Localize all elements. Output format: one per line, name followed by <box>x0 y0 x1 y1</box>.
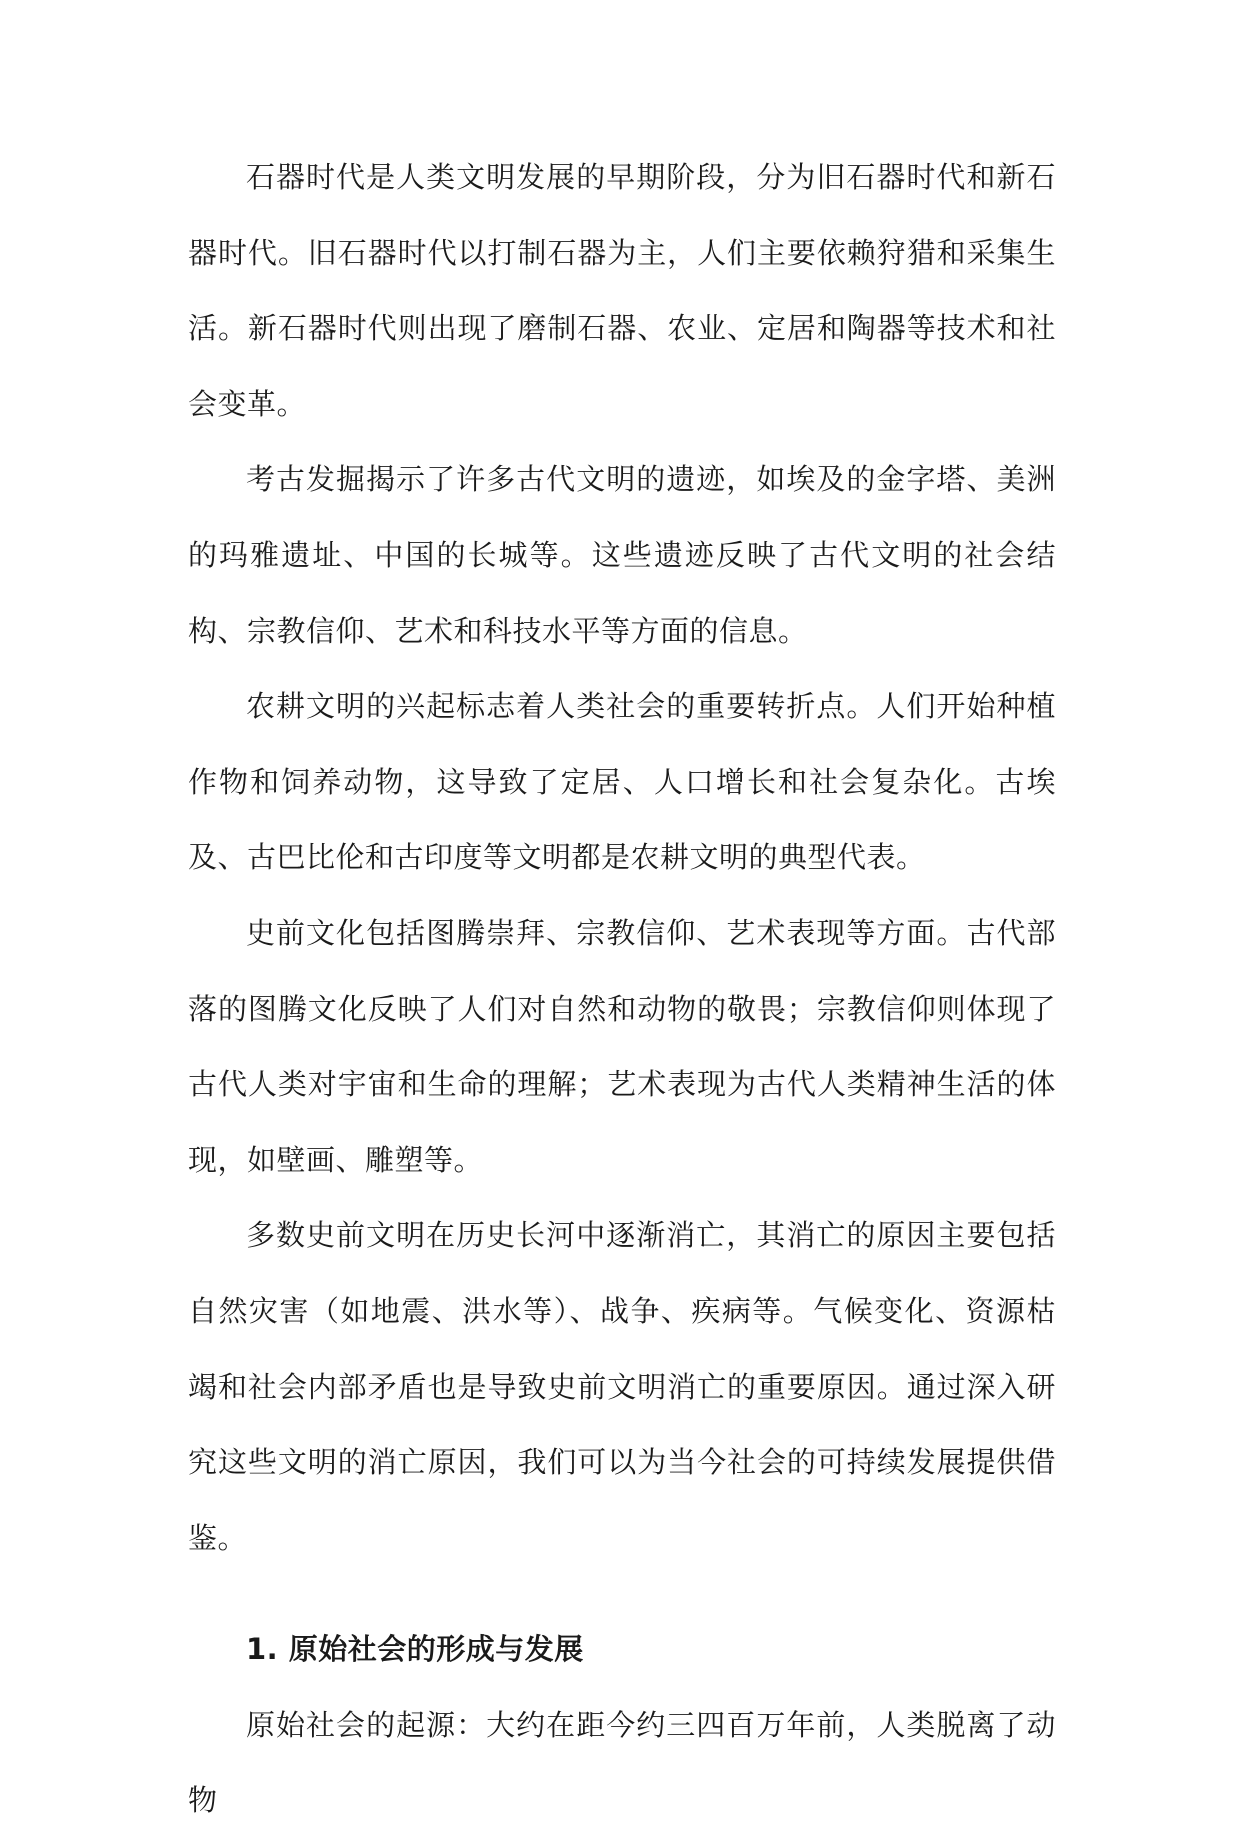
document-body <box>188 140 1056 1839</box>
paragraph-archaeology: 考古发掘揭示了许多古代文明的遗迹，如埃及的金字塔、美洲的玛雅遗址、中国的长城等。这些遗迹反映了古代文明的社会结构、宗教信仰、艺术和科技水平等方面的信息。 <box>188 462 1056 648</box>
paragraph-primitive-society-origin: 原始社会的起源：大约在距今约三四百万年前，人类脱离了动物 <box>188 1707 1056 1818</box>
paragraph-stone-age: 石器时代是人类文明发展的早期阶段，分为旧石器时代和新石器时代。旧石器时代以打制石器为主，人们主要依赖狩猎和采集生活。新石器时代则出现了磨制石器、农业、定居和陶器等技术和社会变革。 <box>188 160 1056 421</box>
paragraph-civilization-decline: 多数史前文明在历史长河中逐渐消亡，其消亡的原因主要包括自然灾害（如地震、洪水等）、战争、疾病等。气候变化、资源枯竭和社会内部矛盾也是导致史前文明消亡的重要原因。通过深入研究这些文明的消亡原因，我们可以为当今社会的可持续发展提供借鉴。 <box>188 1218 1056 1555</box>
paragraph-agriculture: 农耕文明的兴起标志着人类社会的重要转折点。人们开始种植作物和饲养动物，这导致了定居、人口增长和社会复杂化。古埃及、古巴比伦和古印度等文明都是农耕文明的典型代表。 <box>188 689 1056 875</box>
section-heading: 1. 原始社会的形成与发展 <box>246 1632 584 1667</box>
paragraph-prehistoric-culture: 史前文化包括图腾崇拜、宗教信仰、艺术表现等方面。古代部落的图腾文化反映了人们对自然和动物的敬畏；宗教信仰则体现了古代人类对宇宙和生命的理解；艺术表现为古代人类精神生活的体现，如壁画、雕塑等。 <box>188 915 1056 1177</box>
